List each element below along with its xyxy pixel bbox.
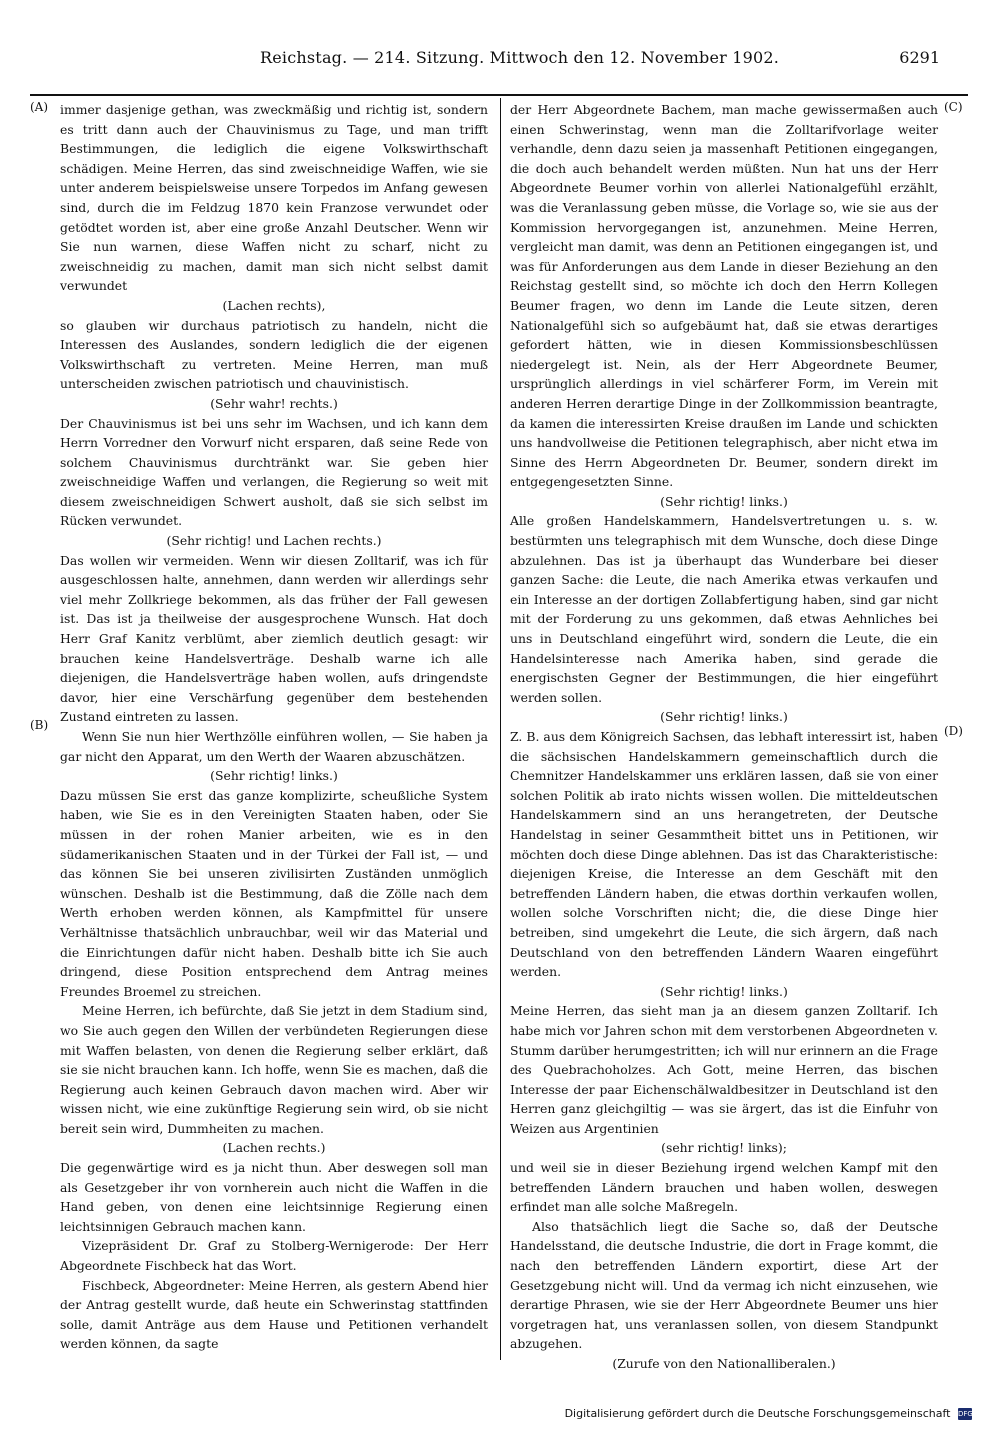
column-divider bbox=[500, 98, 501, 1360]
paragraph: Der Chauvinismus ist bei uns sehr im Wachsen, und ich kann dem Herrn Vorredner den Vorwurf nicht ersparen, daß seine Rede von solchem Chauvinismus durchtränkt war. Sie geben hier zweischneidige Waffen und verlangen, die Regierung so weit mit diesem zweischneidigen Schwert ausholt, daß sie sich selbst im Rücken verwundet. bbox=[60, 415, 488, 529]
running-header bbox=[60, 46, 940, 72]
paragraph: (Sehr richtig! links.) bbox=[660, 493, 788, 509]
paragraph: Wenn Sie nun hier Werthzölle einführen wollen, — Sie haben ja gar nicht den Apparat, um den Werth der Waaren abzuschätzen. bbox=[60, 729, 488, 764]
header-rule bbox=[30, 94, 968, 96]
paragraph: Z. B. aus dem Königreich Sachsen, das lebhaft interessirt ist, haben die sächsischen Handelskammern gemeinschaftlich durch die Chemnitzer Handelskammer uns erklären lassen, daß sie von einer solchen Politik ab irato nichts wissen wollen. Die mitteldeutschen Handelskammern sind an uns herangetreten, der Deutsche Handelstag in seiner Gesammtheit bittet uns in Petitionen, wir möchten doch diese Dinge ablehnen. Das ist das Charakteristische: diejenigen Kreise, die Interesse an dem Geschäft mit den betreffenden Ländern haben, die etwas dorthin verkaufen wollen, wollen solche Vorschriften nicht; die, die diese Dinge hier betreiben, sind umgekehrt die Leute, die sich ärgern, daß nach Deutschland von den betreffenden Ländern Waaren eingeführt werden. bbox=[510, 729, 938, 980]
footer-text: Digitalisierung gefördert durch die Deutsche Forschungsgemeinschaft bbox=[564, 1407, 951, 1420]
paragraph: Die gegenwärtige wird es ja nicht thun. Aber deswegen soll man als Gesetzgeber ihr von vornherein auch nicht die Waffen in die Hand geben, von denen eine leichtsinnige Regierung einen leichtsinnigen Gebrauch machen kann. bbox=[60, 1160, 488, 1234]
paragraph: immer dasjenige gethan, was zweckmäßig und richtig ist, sondern es tritt dann auch der Chauvinismus zu Tage, und man trifft Bestimmungen, die lediglich die eigene Volkswirthschaft schädigen. Meine Herren, das sind zweischneidige Waffen, wie sie unter anderem beispielsweise unsere Torpedos im Anfang gewesen sind, durch die im Feldzug 1870 kein Franzose verwundet oder getödtet worden ist, aber eine große Anzahl Deutscher. Wenn wir Sie nun warnen, diese Waffen nicht zu scharf, nicht zu zweischneidig zu machen, damit man sich nicht selbst damit verwundet bbox=[60, 102, 488, 294]
margin-marker-d: (D) bbox=[944, 724, 963, 738]
page-number: 6291 bbox=[899, 48, 940, 67]
paragraph: (Sehr richtig! links.) bbox=[210, 768, 338, 784]
paragraph: und weil sie in dieser Beziehung irgend welchen Kampf mit den betreffenden Ländern brauchen und haben wollen, deswegen erfindet man alle solche Maßregeln. bbox=[510, 1160, 938, 1215]
margin-marker-a: (A) bbox=[30, 100, 49, 114]
footer-credit bbox=[565, 1407, 972, 1420]
paragraph: Fischbeck, Abgeordneter: Meine Herren, als gestern Abend hier der Antrag gestellt wurde, daß heute ein Schwerinstag stattfinden solle, damit Anträge aus dem Hause und Petitionen verhandelt werden können, da sagte bbox=[60, 1277, 488, 1352]
paragraph: Also thatsächlich liegt die Sache so, daß der Deutsche Handelsstand, die deutsche Industrie, die dort in Frage kommt, die nach den betreffenden Ländern exportirt, diese Art der Gesetzgebung nicht will. Und da vermag ich nicht einzusehen, wie derartige Phrasen, wie sie der Herr Abgeordnete Beumer uns hier vorgetragen hat, uns veranlassen sollen, von diesem Standpunkt abzugehen. bbox=[510, 1218, 938, 1352]
paragraph: (Sehr richtig! links.) bbox=[660, 983, 788, 999]
paragraph: (sehr richtig! links); bbox=[661, 1140, 787, 1156]
paragraph: Dazu müssen Sie erst das ganze komplizirte, scheußliche System haben, wie Sie es in den Vereinigten Staaten haben, oder Sie müssen in der rohen Manier arbeiten, wie es in den südamerikanischen Staaten und in der Türkei der Fall ist, — und das können Sie bei unseren zivilisirten Zuständen unmöglich wünschen. Deshalb ist die Bestimmung, daß die Zölle nach dem Werth erhoben werden können, als Kampfmittel für unsere Verhältnisse thatsächlich unbrauchbar, weil wir das Material und die Einrichtungen dafür nicht haben. Deshalb bitte ich Sie auch dringend, diese Position entsprechend dem Antrag meines Freundes Broemel zu streichen. bbox=[60, 787, 488, 999]
paragraph: (Sehr wahr! rechts.) bbox=[210, 395, 338, 411]
left-text-column bbox=[60, 100, 488, 1358]
paragraph: (Lachen rechts.) bbox=[222, 1140, 326, 1156]
paragraph: Vizepräsident Dr. Graf zu Stolberg-Wernigerode: Der Herr Abgeordnete Fischbeck hat das Wort. bbox=[60, 1238, 488, 1274]
paragraph: Meine Herren, das sieht man ja an diesem ganzen Zolltarif. Ich habe mich vor Jahren schon mit dem verstorbenen Abgeordneten v. Stumm darüber herumgestritten; ich will nur erinnern an die Frage des Quebrachoholzes. Ach Gott, meine Herren, das bischen Interesse der paar Eichenschälwaldbesitzer in Deutschland ist den Herren ganz gleichgiltig — was sie ärgert, das ist die Einfuhr von Weizen aus Argentinien bbox=[510, 1003, 938, 1136]
dfg-logo-icon: DFG bbox=[958, 1410, 973, 1418]
paragraph: Das wollen wir vermeiden. Wenn wir diesen Zolltarif, was ich für ausgeschlossen halte, annehmen, dann werden wir allerdings sehr viel mehr Zollkriege bekommen, als das früher der Fall gewesen ist. Das ist ja theilweise der ausgesprochene Wunsch. Hat doch Herr Graf Kanitz verblümt, aber ziemlich deutlich gesagt: wir brauchen keine Handelsverträge. Deshalb warne ich alle diejenigen, die Handelsverträge haben wollen, aufs dringendste davor, hier eine Verschärfung gegenüber dem bestehenden Zustand eintreten zu lassen. bbox=[60, 552, 488, 725]
paragraph: Alle großen Handelskammern, Handelsvertretungen u. s. w. bestürmten uns telegraphisch mit dem Wunsche, doch diese Dinge abzulehnen. Das ist ja überhaupt das Wunderbare bei dieser ganzen Sache: die Leute, die nach Amerika etwas verkaufen und ein Interesse an der dortigen Zollabfertigung haben, sind gar nicht mit der Forderung zu uns gekommen, daß etwas Aehnliches bei uns in Deutschland eingeführt wird, sondern die Leute, die ein Handelsinteresse nach Amerika haben, sind gerade die energischsten Gegner der Bestimmungen, die hier eingeführt werden sollen. bbox=[510, 513, 938, 705]
margin-marker-c: (C) bbox=[944, 100, 963, 114]
running-title: Reichstag. — 214. Sitzung. Mittwoch den 12. November 1902. bbox=[260, 48, 780, 67]
paragraph: (Lachen rechts), bbox=[222, 297, 326, 313]
paragraph: der Herr Abgeordnete Bachem, man mache gewissermaßen auch einen Schwerinstag, wenn man die Zolltarifvorlage weiter verhandle, denn dazu seien ja massenhaft Petitionen eingegangen, die doch auch behandelt werden müßten. Nun hat uns der Herr Abgeordnete Beumer vorhin von allerlei Nationalgefühl erzählt, was die Veranlassung geben müsse, die Vorlage so, wie sie aus der Kommission hervorgegangen ist, anzunehmen. Meine Herren, vergleicht man damit, was denn an Petitionen eingegangen ist, und was für Anforderungen aus dem Lande in dieser Beziehung an den Reichstag gestellt sind, so möchte ich doch den Herrn Kollegen Beumer fragen, wo denn im Lande die Leute sitzen, deren Nationalgefühl sich so aufgebäumt hat, daß sie etwas derartiges gefordert hätten, wie in diesen Kommissionsbeschlüssen niedergelegt ist. Nein, als der Herr Abgeordnete Beumer, ursprünglich allerdings in viel schärferer Form, im Verein mit anderen Herren derartige Dinge in der Zollkommission beantragte, da kamen die interessirten Kreise draußen im Lande und schickten uns handvollweise die Petitionen telegraphisch, aber nicht etwa im Sinne des Herrn Abgeordneten Dr. Beumer, sondern direkt im entgegengesetzten Sinne. bbox=[510, 102, 938, 490]
paragraph: (Sehr richtig! links.) bbox=[660, 709, 788, 725]
paragraph: (Zurufe von den Nationalliberalen.) bbox=[612, 1356, 836, 1371]
margin-marker-b: (B) bbox=[30, 718, 49, 732]
right-text-column bbox=[510, 100, 938, 1371]
paragraph: so glauben wir durchaus patriotisch zu handeln, nicht die Interessen des Auslandes, sondern lediglich die der eigenen Volkswirthschaft zu vertreten. Meine Herren, man muß unterscheiden zwischen patriotisch und chauvinistisch. bbox=[60, 317, 488, 392]
paragraph: (Sehr richtig! und Lachen rechts.) bbox=[166, 533, 382, 549]
paragraph: Meine Herren, ich befürchte, daß Sie jetzt in dem Stadium sind, wo Sie auch gegen den Willen der verbündeten Regierungen diese mit Waffen belasten, von denen die Regierung selber erklärt, daß sie sie nicht brauchen kann. Ich hoffe, wenn Sie es machen, daß die Regierung auch keinen Gebrauch davon machen wird. Aber wir wissen nicht, wie eine zukünftige Regierung sein wird, ob sie nicht bereit sein wird, Dummheiten zu machen. bbox=[60, 1003, 488, 1136]
